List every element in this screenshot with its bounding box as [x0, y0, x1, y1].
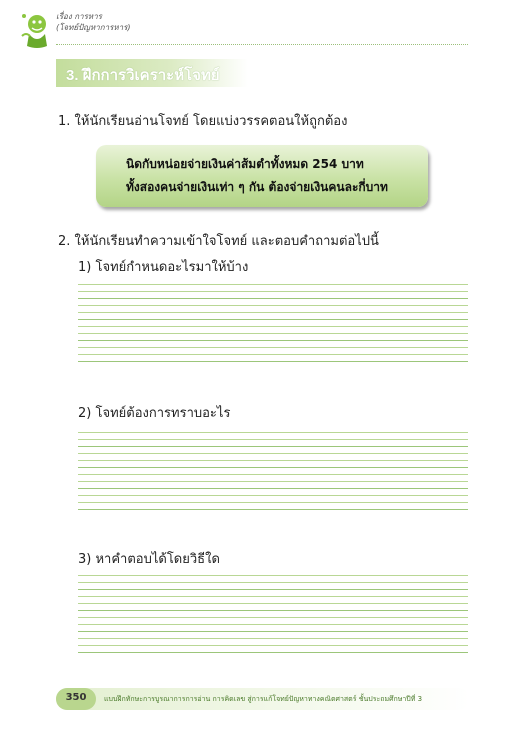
question-3: 3) หาคำตอบได้โดยวิธีใด: [78, 552, 220, 567]
header-divider: [56, 44, 468, 45]
problem-text-line-2: ทั้งสองคนจ่ายเงินเท่า ๆ กัน ต้องจ่ายเงินคนละกี่บาท: [126, 180, 388, 194]
footer-book-title: แบบฝึกทักษะการบูรณาการการอ่าน การคิดเลข สู่การแก้โจทย์ปัญหาทางคณิตศาสตร์ ชั้นประถมศึกษาปีที่ 3: [104, 695, 423, 703]
answer-lines-3[interactable]: [78, 575, 468, 659]
instruction-1: 1. ให้นักเรียนอ่านโจทย์ โดยแบ่งวรรคตอนให้ถูกต้อง: [58, 114, 348, 129]
answer-lines-2[interactable]: [78, 432, 468, 516]
section-title: 3. ฝึกการวิเคราะห์โจทย์: [66, 67, 220, 84]
instruction-2: 2. ให้นักเรียนทำความเข้าใจโจทย์ และตอบคำถามต่อไปนี้: [58, 234, 379, 249]
page-number: 350: [65, 692, 87, 703]
question-1: 1) โจทย์กำหนดอะไรมาให้บ้าง: [78, 260, 249, 275]
answer-lines-1[interactable]: [78, 284, 468, 368]
child-mascot-icon: [20, 10, 54, 50]
problem-text-line-1: นิดกับหน่อยจ่ายเงินค่าส้มตำทั้งหมด 254 บาท: [126, 157, 364, 171]
chapter-label: เรื่อง การหาร: [56, 12, 102, 21]
chapter-subtitle: (โจทย์ปัญหาการหาร): [56, 23, 131, 32]
question-2: 2) โจทย์ต้องการทราบอะไร: [78, 406, 231, 421]
